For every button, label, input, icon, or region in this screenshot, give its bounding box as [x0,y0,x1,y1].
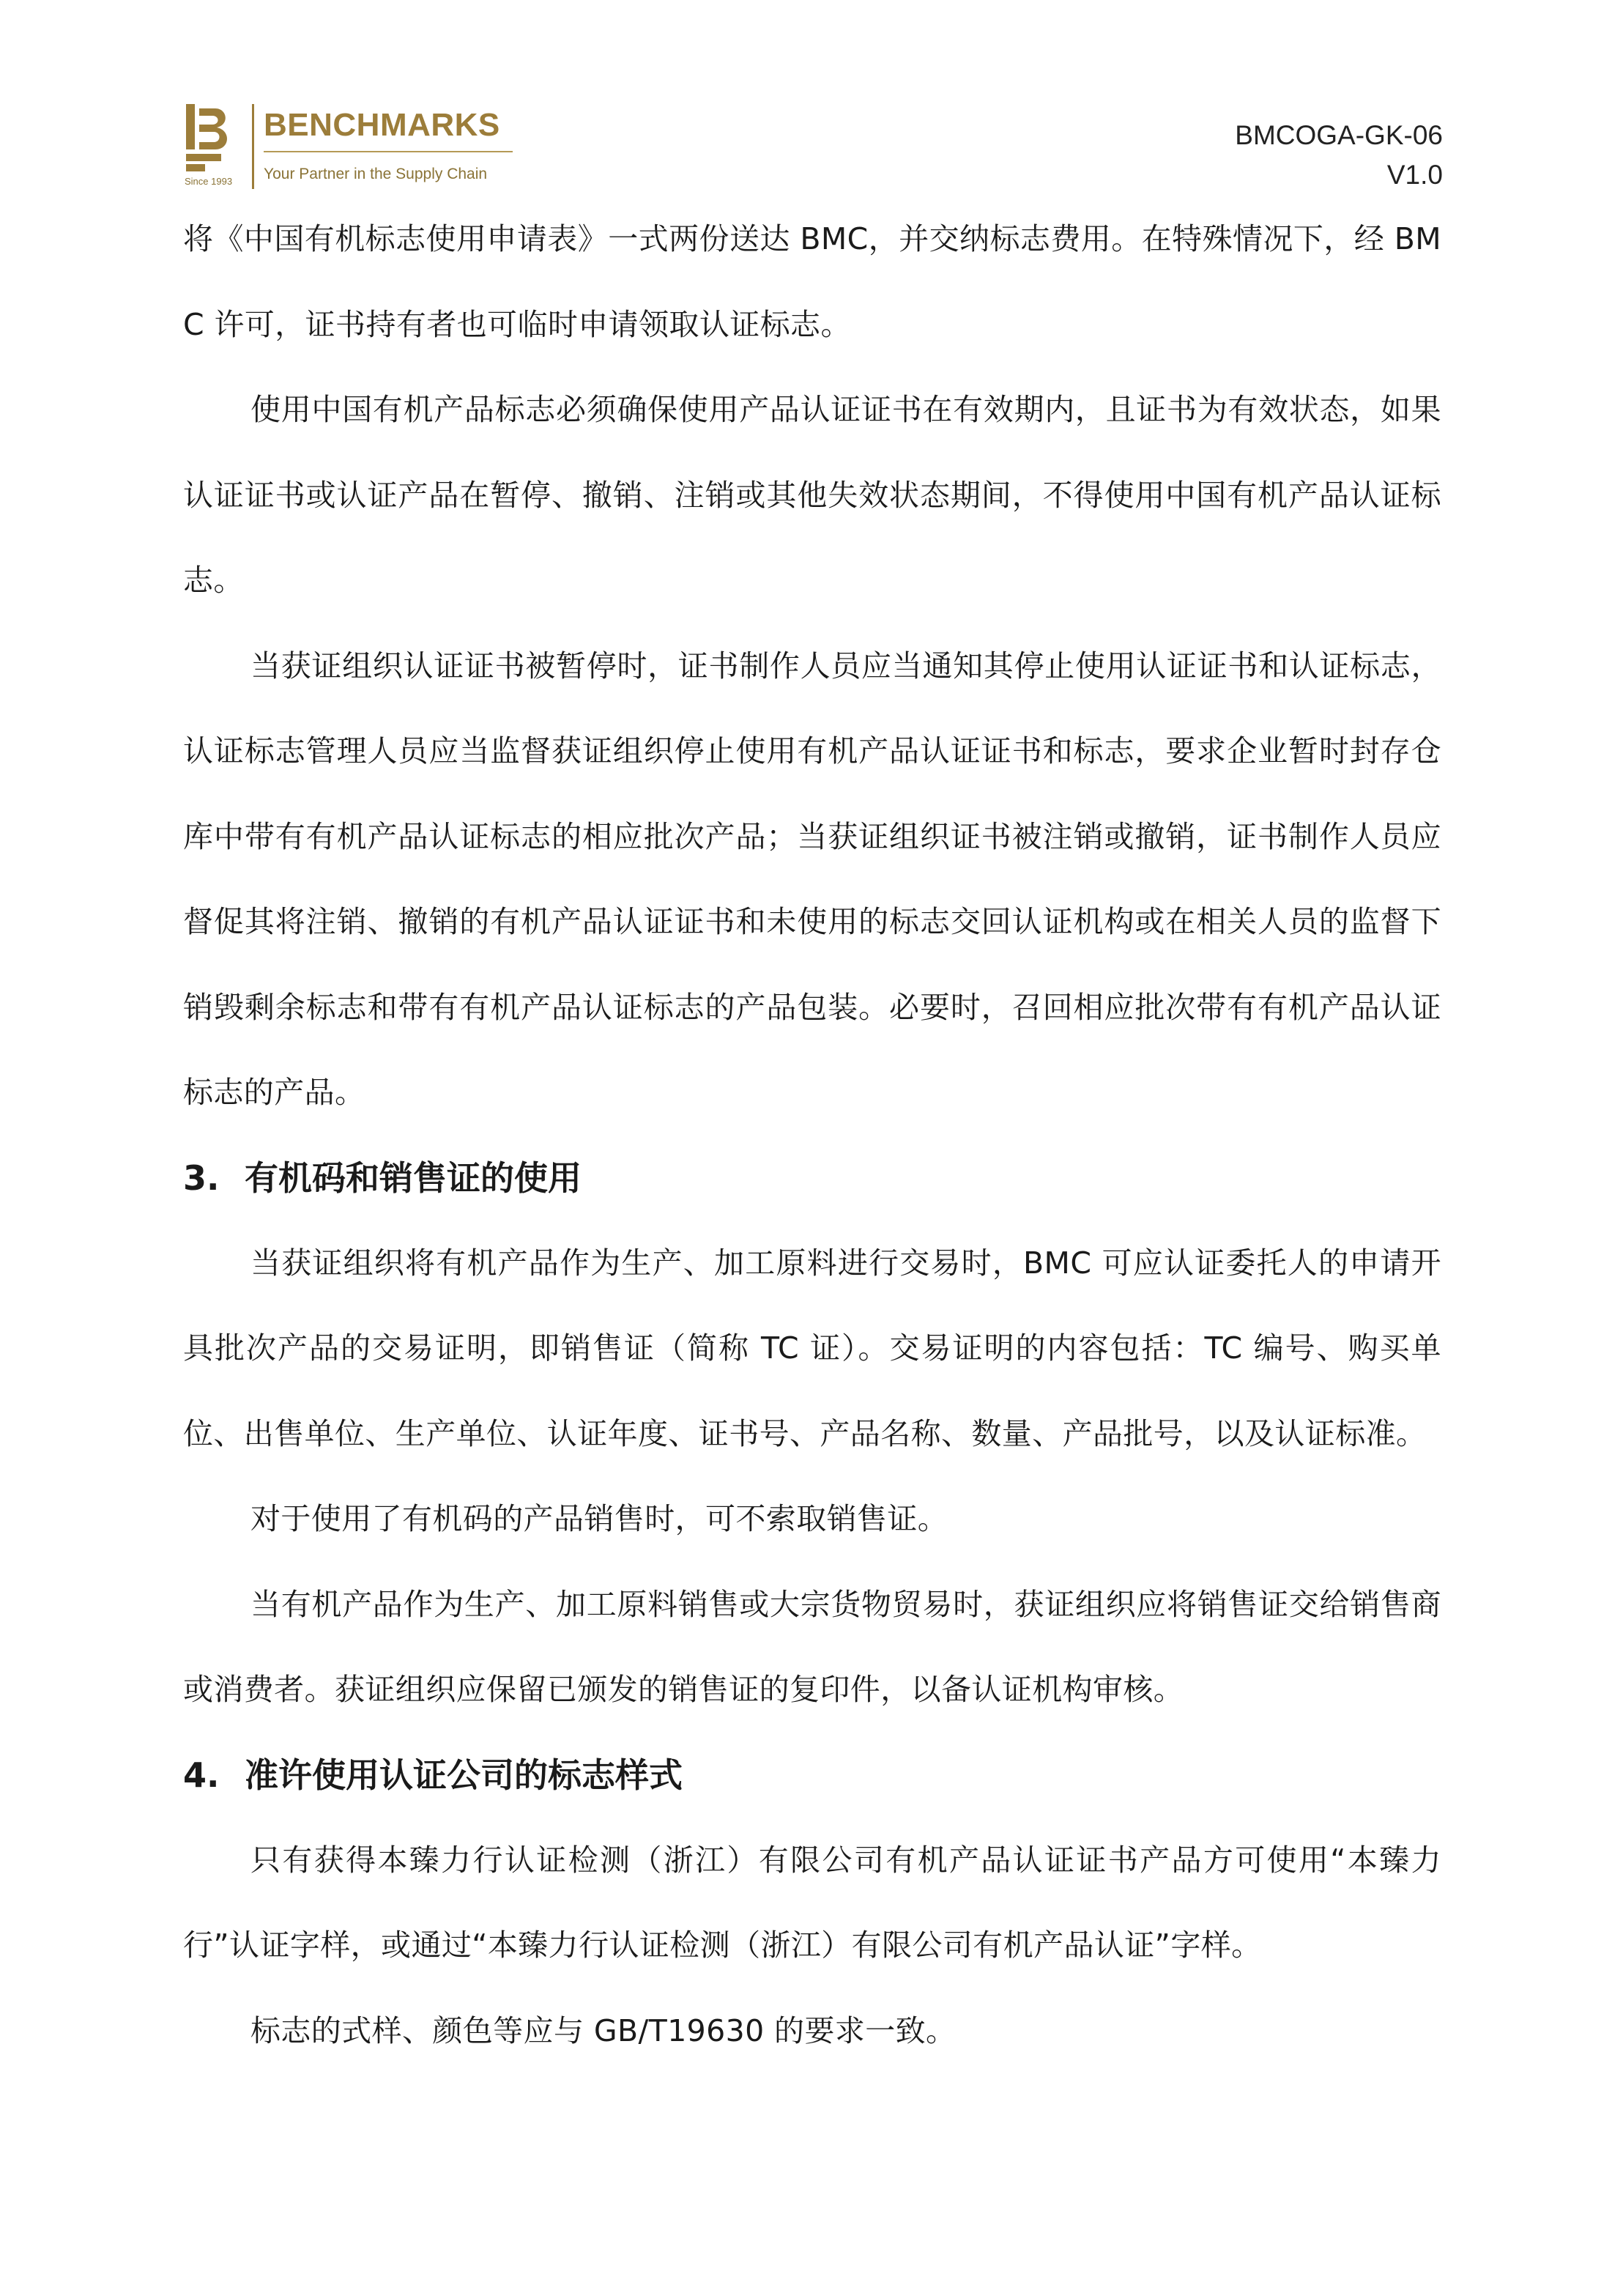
logo-rule [264,151,513,152]
document-version: V1.0 [1386,160,1443,190]
paragraph: 标志的式样、颜色等应与 GB/T19630 的要求一致。 [250,2012,957,2048]
document-code: BMCOGA-GK-06 [1235,120,1443,150]
paragraph: 当获证组织将有机产品作为生产、加工原料进行交易时，BMC 可应认证委托人的申请开具批次产品的交易证明，即销售证（简称 TC 证）。交易证明的内容包括：TC 编号、购买单位、出售单位、生产单位、认证年度、证书号、产品名称、数量、产品批号，以及认证标准。 [183,1245,1441,1451]
benchmarks-logo [185,103,521,190]
section-heading-3 [183,1136,1441,1221]
section-number: 4. [183,1755,220,1795]
paragraph: 只有获得本臻力行认证检测（浙江）有限公司有机产品认证证书产品方可使用“本臻力行”认证字样，或通过“本臻力行认证检测（浙江）有限公司有机产品认证”字样。 [183,1842,1441,1963]
logo-tagline: Your Partner in the Supply Chain [264,166,488,182]
paragraph: 当获证组织认证证书被暂停时，证书制作人员应当通知其停止使用认证证书和认证标志，认证标志管理人员应当监督获证组织停止使用有机产品认证证书和标志，要求企业暂时封存仓库中带有有机产品认证标志的相应批次产品；当获证组织证书被注销或撤销，证书制作人员应督促其将注销、撤销的有机产品认证证书和未使用的标志交回认证机构或在相关人员的监督下销毁剩余标志和带有有机产品认证标志的产品包装。必要时，召回相应批次带有有机产品认证标志的产品。 [183,648,1441,1110]
logo-divider [252,104,254,189]
paragraph: 当有机产品作为生产、加工原料销售或大宗货物贸易时，获证组织应将销售证交给销售商或消费者。获证组织应保留已颁发的销售证的复印件，以备认证机构审核。 [183,1586,1441,1707]
paragraph: 使用中国有机产品标志必须确保使用产品认证证书在有效期内，且证书为有效状态，如果认证证书或认证产品在暂停、撤销、注销或其他失效状态期间，不得使用中国有机产品认证标志。 [183,392,1441,598]
paragraph: 对于使用了有机码的产品销售时，可不索取销售证。 [250,1501,948,1536]
document-body [183,196,1441,2073]
paragraph: 将《中国有机标志使用申请表》一式两份送达 BMC，并交纳标志费用。在特殊情况下，经 BMC 许可，证书持有者也可临时申请领取认证标志。 [183,221,1441,342]
section-title: 有机码和销售证的使用 [245,1158,582,1198]
benchmarks-logo-mark-icon [185,103,236,173]
logo-name: BENCHMARKS [264,107,500,143]
section-number: 3. [183,1158,220,1198]
section-heading-4 [183,1733,1441,1818]
page-header [0,0,1623,198]
section-title: 准许使用认证公司的标志样式 [245,1755,683,1795]
document-code-block [1235,116,1443,195]
logo-since-text: Since 1993 [185,176,233,187]
